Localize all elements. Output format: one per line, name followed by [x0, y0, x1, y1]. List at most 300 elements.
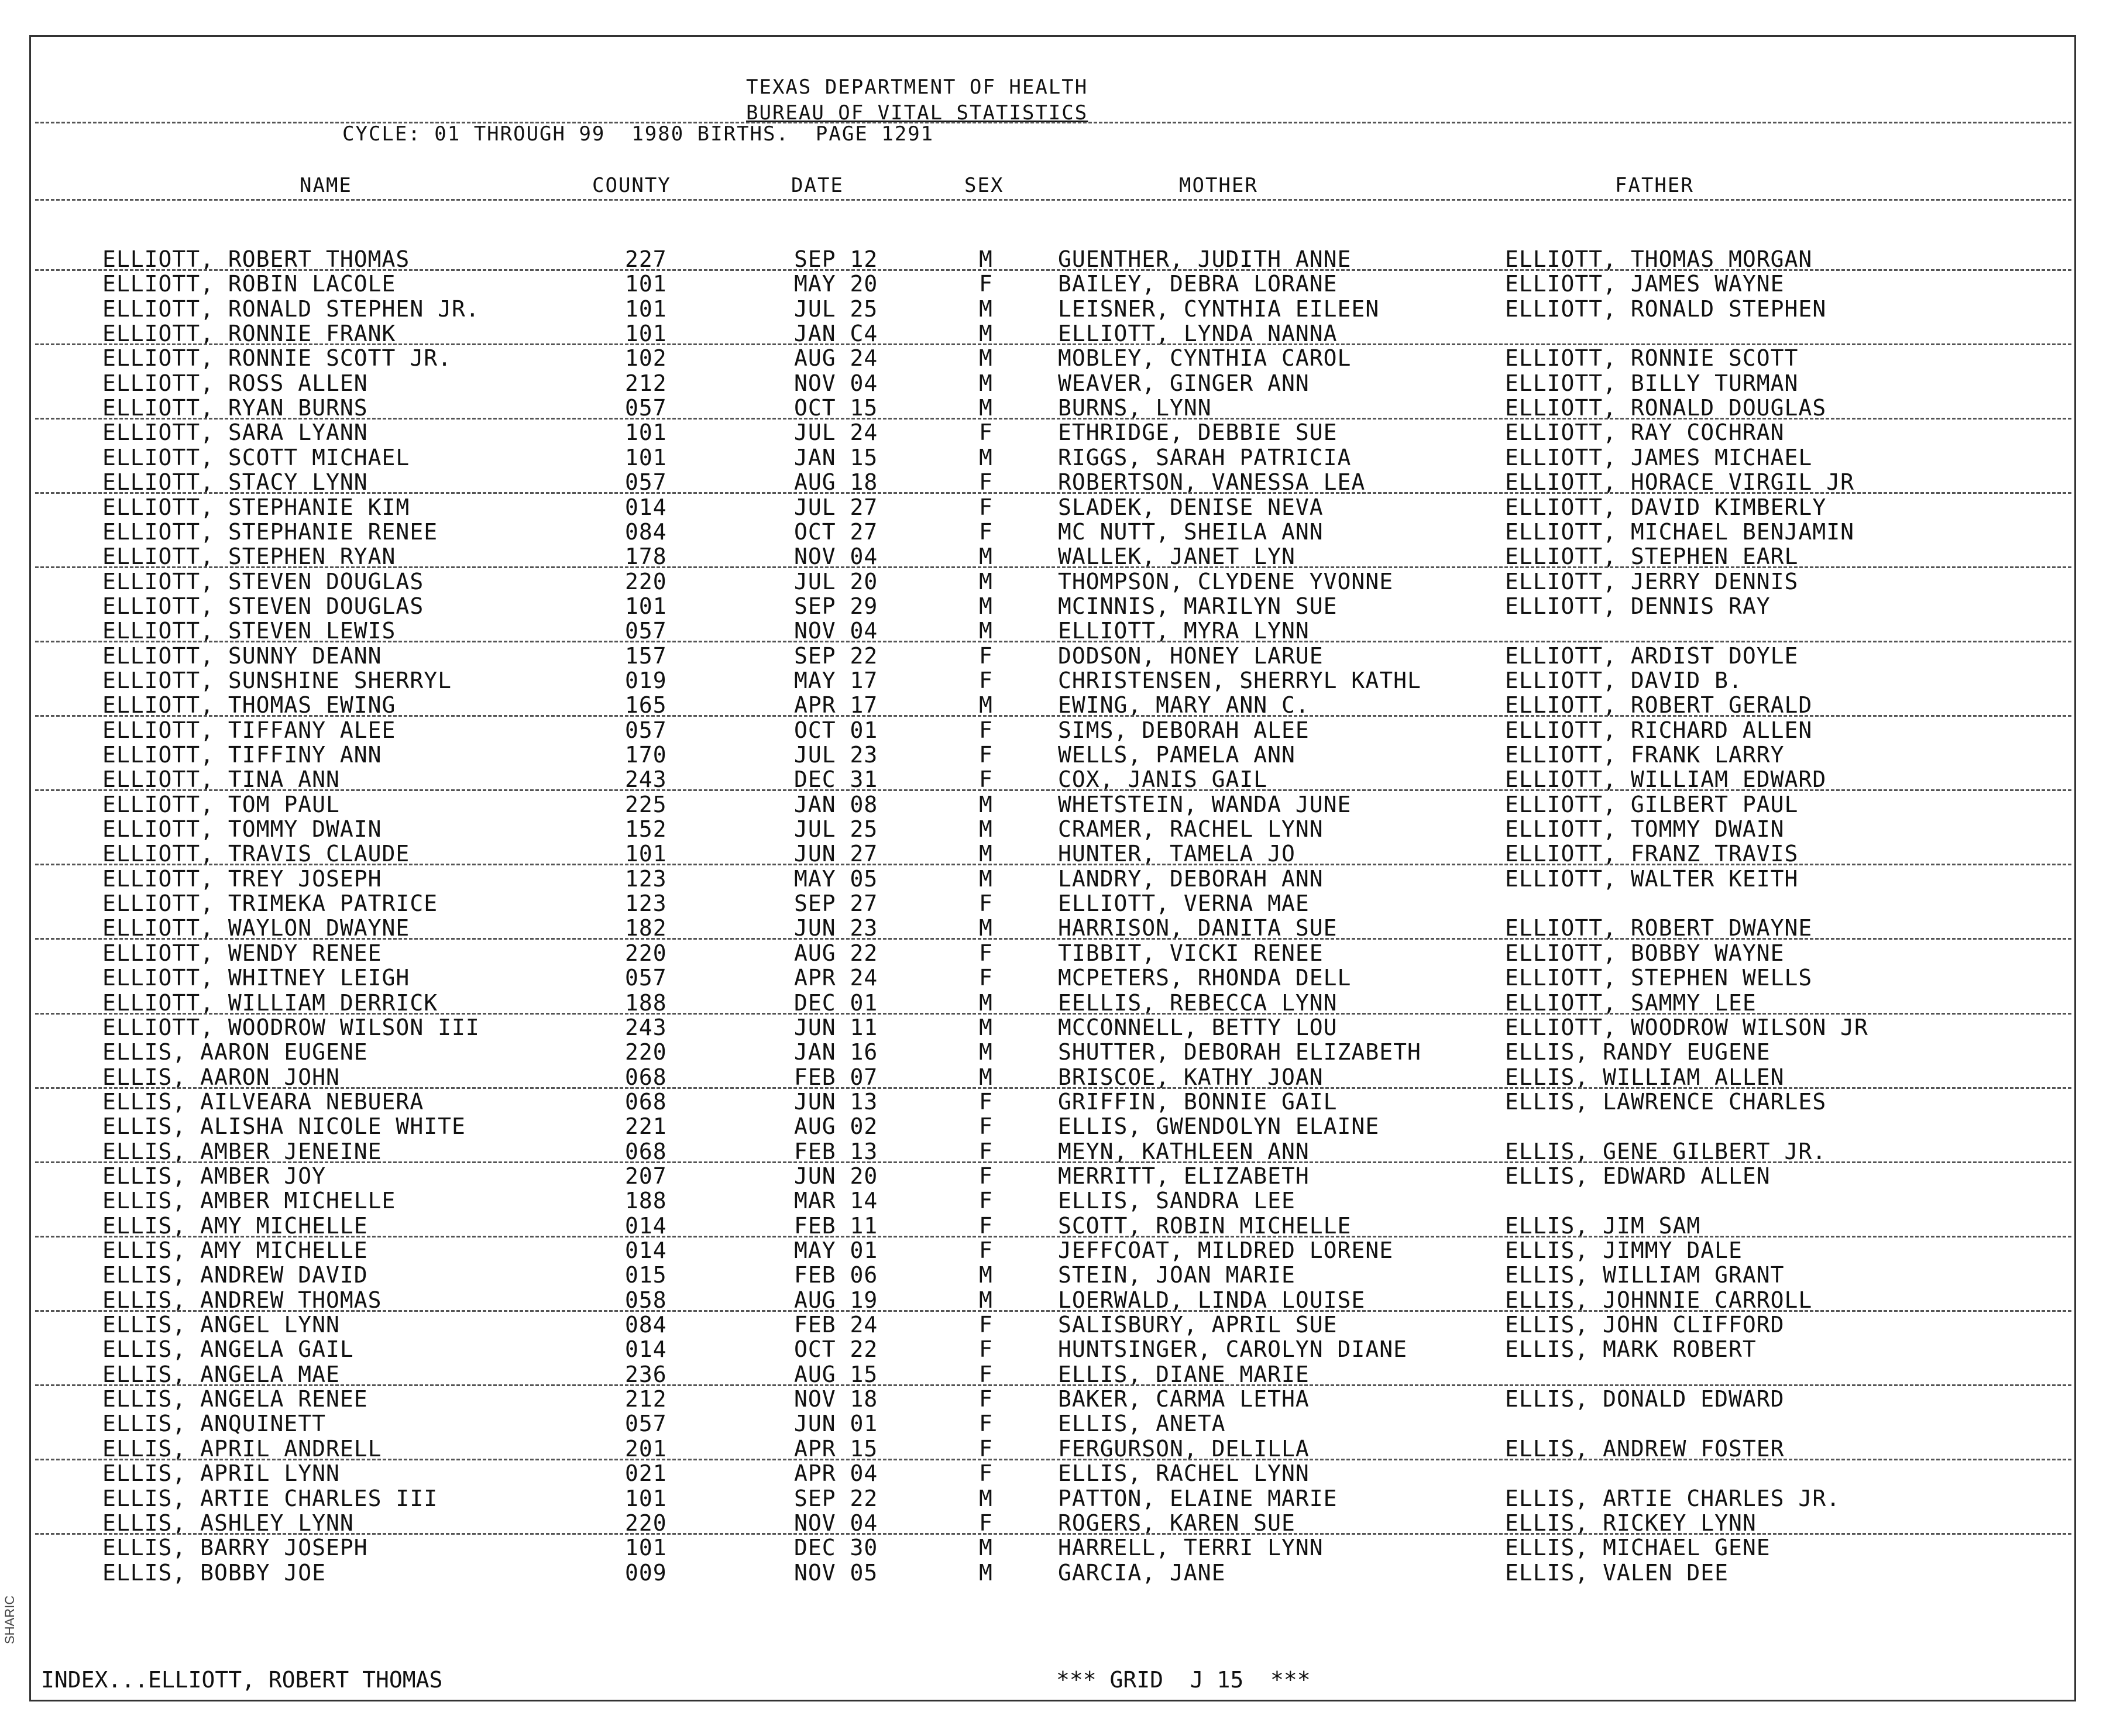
record-county: 009	[625, 1559, 667, 1586]
record-sex: M	[979, 544, 993, 570]
record-date: FEB 13	[794, 1138, 878, 1164]
record-father: ELLIS, MARK ROBERT	[1505, 1336, 1757, 1363]
record-sex: F	[979, 1386, 993, 1412]
record-county: 220	[625, 1039, 667, 1065]
grid-footer: *** GRID J 15 ***	[1056, 1667, 1311, 1693]
index-footer: INDEX...ELLIOTT, ROBERT THOMAS	[41, 1667, 443, 1693]
record-name: ELLIS, AMBER JOY	[102, 1163, 327, 1189]
record-date: AUG 15	[794, 1361, 878, 1387]
record-date: APR 04	[794, 1460, 878, 1487]
record-sex: M	[979, 246, 993, 272]
record-date: NOV 18	[794, 1386, 878, 1412]
record-county: 220	[625, 1510, 667, 1536]
record-date: JUN 01	[794, 1411, 878, 1437]
record-mother: SHUTTER, DEBORAH ELIZABETH	[1058, 1039, 1421, 1065]
record-mother: WALLEK, JANET LYN	[1058, 544, 1296, 570]
record-name: ELLIOTT, SUNNY DEANN	[102, 642, 382, 669]
record-father: ELLIOTT, RONALD DOUGLAS	[1505, 395, 1827, 421]
record-name: ELLIOTT, SUNSHINE SHERRYL	[102, 667, 452, 693]
record-sex: F	[979, 271, 993, 297]
record-name: ELLIOTT, WHITNEY LEIGH	[102, 965, 410, 991]
record-county: 101	[625, 295, 667, 322]
record-date: AUG 19	[794, 1287, 878, 1313]
record-name: ELLIOTT, STEPHANIE KIM	[102, 494, 410, 520]
record-sex: F	[979, 1163, 993, 1189]
record-name: ELLIS, ARTIE CHARLES III	[102, 1485, 438, 1511]
record-name: ELLIOTT, WOODROW WILSON III	[102, 1014, 480, 1040]
record-mother: ROGERS, KAREN SUE	[1058, 1510, 1296, 1536]
record-name: ELLIOTT, TRIMEKA PATRICE	[102, 891, 438, 917]
record-sex: M	[979, 989, 993, 1016]
record-county: 182	[625, 915, 667, 941]
record-county: 243	[625, 766, 667, 793]
record-mother: HUNTSINGER, CAROLYN DIANE	[1058, 1336, 1407, 1363]
row-group-divider	[35, 789, 2071, 791]
record-father: ELLIS, GENE GILBERT JR.	[1505, 1138, 1827, 1164]
record-sex: M	[979, 370, 993, 396]
table-row	[0, 1065, 2127, 1089]
record-date: MAY 01	[794, 1237, 878, 1263]
record-sex: F	[979, 469, 993, 496]
record-mother: CHRISTENSEN, SHERRYL KATHL	[1058, 667, 1421, 693]
record-sex: M	[979, 1039, 993, 1065]
table-row	[0, 618, 2127, 643]
record-name: ELLIS, BOBBY JOE	[102, 1559, 327, 1586]
record-mother: MCCONNELL, BETTY LOU	[1058, 1014, 1338, 1040]
record-date: FEB 07	[794, 1064, 878, 1090]
record-mother: SIMS, DEBORAH ALEE	[1058, 717, 1310, 743]
record-date: SEP 12	[794, 246, 878, 272]
record-sex: F	[979, 1411, 993, 1437]
record-mother: GARCIA, JANE	[1058, 1559, 1226, 1586]
record-county: 178	[625, 544, 667, 570]
table-row	[0, 1288, 2127, 1312]
record-mother: MC NUTT, SHEILA ANN	[1058, 518, 1324, 545]
record-county: 225	[625, 791, 667, 817]
record-date: AUG 18	[794, 469, 878, 496]
record-name: ELLIOTT, RONALD STEPHEN JR.	[102, 295, 480, 322]
record-mother: BRISCOE, KATHY JOAN	[1058, 1064, 1324, 1090]
record-father: ELLIOTT, ROBERT GERALD	[1505, 692, 1813, 719]
record-county: 188	[625, 1188, 667, 1214]
record-mother: ELLIS, RACHEL LYNN	[1058, 1460, 1310, 1487]
record-date: MAY 20	[794, 271, 878, 297]
record-father: ELLIS, JIMMY DALE	[1505, 1237, 1743, 1263]
table-row	[0, 1114, 2127, 1139]
record-sex: M	[979, 841, 993, 867]
record-sex: M	[979, 1014, 993, 1040]
record-date: NOV 05	[794, 1559, 878, 1586]
record-mother: CRAMER, RACHEL LYNN	[1058, 816, 1324, 843]
table-row	[0, 1337, 2127, 1362]
record-sex: M	[979, 915, 993, 941]
record-name: ELLIOTT, STEPHANIE RENEE	[102, 518, 438, 545]
record-date: FEB 11	[794, 1212, 878, 1239]
row-group-divider	[35, 715, 2071, 717]
record-date: JUL 23	[794, 742, 878, 768]
record-sex: F	[979, 1188, 993, 1214]
record-sex: F	[979, 940, 993, 966]
table-row	[0, 1164, 2127, 1188]
report-title-line1: TEXAS DEPARTMENT OF HEALTH	[746, 75, 1088, 99]
header-divider	[35, 122, 2071, 123]
record-sex: M	[979, 295, 993, 322]
record-date: FEB 24	[794, 1312, 878, 1338]
record-date: JUL 27	[794, 494, 878, 520]
record-date: DEC 31	[794, 766, 878, 793]
record-date: JUL 25	[794, 816, 878, 843]
table-row	[0, 767, 2127, 792]
record-county: 236	[625, 1361, 667, 1387]
record-county: 021	[625, 1460, 667, 1487]
record-date: JAN C4	[794, 321, 878, 347]
record-date: DEC 01	[794, 989, 878, 1016]
record-sex: M	[979, 692, 993, 719]
record-father: ELLIS, ARTIE CHARLES JR.	[1505, 1485, 1841, 1511]
record-mother: JEFFCOAT, MILDRED LORENE	[1058, 1237, 1394, 1263]
record-county: 227	[625, 246, 667, 272]
record-sex: M	[979, 444, 993, 470]
record-date: APR 15	[794, 1435, 878, 1462]
record-county: 207	[625, 1163, 667, 1189]
record-county: 014	[625, 1237, 667, 1263]
record-county: 152	[625, 816, 667, 843]
table-row	[0, 495, 2127, 520]
record-sex: F	[979, 891, 993, 917]
table-row	[0, 520, 2127, 544]
record-mother: WELLS, PAMELA ANN	[1058, 742, 1296, 768]
record-mother: ELLIS, SANDRA LEE	[1058, 1188, 1296, 1214]
record-date: JAN 16	[794, 1039, 878, 1065]
record-sex: M	[979, 1559, 993, 1586]
table-row	[0, 1263, 2127, 1287]
record-date: JUN 27	[794, 841, 878, 867]
record-father: ELLIOTT, RONNIE SCOTT	[1505, 345, 1799, 372]
record-county: 068	[625, 1138, 667, 1164]
record-mother: MOBLEY, CYNTHIA CAROL	[1058, 345, 1352, 372]
table-row	[0, 1362, 2127, 1387]
table-row	[0, 321, 2127, 346]
table-row	[0, 742, 2127, 767]
record-date: OCT 27	[794, 518, 878, 545]
record-name: ELLIS, ANDREW DAVID	[102, 1262, 368, 1288]
record-sex: F	[979, 1113, 993, 1140]
record-sex: F	[979, 1088, 993, 1115]
record-name: ELLIOTT, TREY JOSEPH	[102, 865, 382, 892]
record-name: ELLIOTT, SARA LYANN	[102, 420, 368, 446]
record-sex: F	[979, 1460, 993, 1487]
record-father: ELLIS, WILLIAM GRANT	[1505, 1262, 1785, 1288]
record-sex: M	[979, 568, 993, 594]
record-father: ELLIOTT, FRANZ TRAVIS	[1505, 841, 1799, 867]
record-sex: F	[979, 1336, 993, 1363]
table-row	[0, 1015, 2127, 1040]
record-father: ELLIOTT, WILLIAM EDWARD	[1505, 766, 1827, 793]
record-father: ELLIOTT, THOMAS MORGAN	[1505, 246, 1813, 272]
record-mother: RIGGS, SARAH PATRICIA	[1058, 444, 1352, 470]
record-county: 243	[625, 1014, 667, 1040]
col-header-mother: MOTHER	[1179, 174, 1258, 197]
record-mother: SALISBURY, APRIL SUE	[1058, 1312, 1338, 1338]
record-name: ELLIS, AMBER JENEINE	[102, 1138, 382, 1164]
record-date: OCT 15	[794, 395, 878, 421]
record-father: ELLIOTT, STEPHEN WELLS	[1505, 965, 1813, 991]
record-county: 212	[625, 1386, 667, 1412]
record-mother: SLADEK, DENISE NEVA	[1058, 494, 1324, 520]
record-mother: GUENTHER, JUDITH ANNE	[1058, 246, 1352, 272]
record-county: 201	[625, 1435, 667, 1462]
record-mother: ELLIS, DIANE MARIE	[1058, 1361, 1310, 1387]
record-county: 057	[625, 618, 667, 644]
record-name: ELLIS, APRIL ANDRELL	[102, 1435, 382, 1462]
record-sex: M	[979, 791, 993, 817]
record-name: ELLIS, ANQUINETT	[102, 1411, 327, 1437]
record-mother: HARRELL, TERRI LYNN	[1058, 1535, 1324, 1561]
record-sex: F	[979, 1361, 993, 1387]
record-mother: FERGURSON, DELILLA	[1058, 1435, 1310, 1462]
record-county: 157	[625, 642, 667, 669]
record-date: SEP 22	[794, 642, 878, 669]
report-title-line2: BUREAU OF VITAL STATISTICS	[746, 101, 1088, 125]
record-name: ELLIOTT, WILLIAM DERRICK	[102, 989, 438, 1016]
record-name: ELLIOTT, RONNIE SCOTT JR.	[102, 345, 452, 372]
record-mother: EELLIS, REBECCA LYNN	[1058, 989, 1338, 1016]
record-county: 165	[625, 692, 667, 719]
record-mother: MCPETERS, RHONDA DELL	[1058, 965, 1352, 991]
record-name: ELLIS, AMY MICHELLE	[102, 1212, 368, 1239]
row-group-divider	[35, 1459, 2071, 1460]
record-date: NOV 04	[794, 370, 878, 396]
col-header-father: FATHER	[1615, 174, 1694, 197]
table-row	[0, 544, 2127, 569]
record-father: ELLIS, RICKEY LYNN	[1505, 1510, 1757, 1536]
table-row	[0, 396, 2127, 420]
record-name: ELLIS, APRIL LYNN	[102, 1460, 340, 1487]
table-row	[0, 271, 2127, 296]
record-county: 014	[625, 494, 667, 520]
record-mother: THOMPSON, CLYDENE YVONNE	[1058, 568, 1394, 594]
record-name: ELLIOTT, STEVEN DOUGLAS	[102, 593, 424, 619]
record-county: 057	[625, 717, 667, 743]
record-mother: WHETSTEIN, WANDA JUNE	[1058, 791, 1352, 817]
table-row	[0, 867, 2127, 891]
record-sex: F	[979, 965, 993, 991]
table-row	[0, 644, 2127, 668]
cycle-line: CYCLE: 01 THROUGH 99 1980 BIRTHS. PAGE 1291	[342, 122, 934, 146]
record-date: APR 24	[794, 965, 878, 991]
record-sex: F	[979, 742, 993, 768]
record-sex: M	[979, 1287, 993, 1313]
record-date: NOV 04	[794, 1510, 878, 1536]
table-row	[0, 991, 2127, 1015]
record-father: ELLIOTT, BOBBY WAYNE	[1505, 940, 1785, 966]
record-date: SEP 27	[794, 891, 878, 917]
table-row	[0, 792, 2127, 817]
record-mother: ELLIOTT, LYNDA NANNA	[1058, 321, 1338, 347]
col-header-sex: SEX	[964, 174, 1004, 197]
table-row	[0, 1312, 2127, 1337]
record-sex: F	[979, 717, 993, 743]
table-row	[0, 420, 2127, 445]
record-father: ELLIOTT, ARDIST DOYLE	[1505, 642, 1799, 669]
table-row	[0, 965, 2127, 990]
record-county: 058	[625, 1287, 667, 1313]
table-row	[0, 817, 2127, 841]
record-date: MAR 14	[794, 1188, 878, 1214]
record-sex: M	[979, 1064, 993, 1090]
record-sex: M	[979, 1485, 993, 1511]
record-date: NOV 04	[794, 544, 878, 570]
table-row	[0, 693, 2127, 717]
record-county: 220	[625, 568, 667, 594]
record-name: ELLIOTT, RYAN BURNS	[102, 395, 368, 421]
record-sex: M	[979, 1535, 993, 1561]
record-name: ELLIOTT, STEVEN DOUGLAS	[102, 568, 424, 594]
record-mother: ELLIOTT, VERNA MAE	[1058, 891, 1310, 917]
record-county: 220	[625, 940, 667, 966]
record-county: 057	[625, 965, 667, 991]
record-sex: F	[979, 1138, 993, 1164]
record-county: 019	[625, 667, 667, 693]
record-name: ELLIS, ANGEL LYNN	[102, 1312, 340, 1338]
table-row	[0, 445, 2127, 470]
record-name: ELLIOTT, STEPHEN RYAN	[102, 544, 396, 570]
record-mother: EWING, MARY ANN C.	[1058, 692, 1310, 719]
record-name: ELLIS, ANGELA GAIL	[102, 1336, 354, 1363]
record-sex: F	[979, 1237, 993, 1263]
record-father: ELLIS, VALEN DEE	[1505, 1559, 1729, 1586]
record-sex: M	[979, 395, 993, 421]
record-mother: LEISNER, CYNTHIA EILEEN	[1058, 295, 1380, 322]
record-date: FEB 06	[794, 1262, 878, 1288]
table-row	[0, 594, 2127, 618]
record-father: ELLIOTT, DAVID KIMBERLY	[1505, 494, 1827, 520]
record-father: ELLIOTT, WOODROW WILSON JR	[1505, 1014, 1868, 1040]
record-name: ELLIS, ASHLEY LYNN	[102, 1510, 354, 1536]
table-row	[0, 1238, 2127, 1263]
record-mother: ETHRIDGE, DEBBIE SUE	[1058, 420, 1338, 446]
record-date: MAY 05	[794, 865, 878, 892]
row-group-divider	[35, 938, 2071, 940]
table-row	[0, 1040, 2127, 1064]
record-date: JUL 24	[794, 420, 878, 446]
record-father: ELLIS, JOHN CLIFFORD	[1505, 1312, 1785, 1338]
row-group-divider	[35, 492, 2071, 494]
table-row	[0, 891, 2127, 916]
record-county: 084	[625, 1312, 667, 1338]
record-name: ELLIOTT, TINA ANN	[102, 766, 340, 793]
record-mother: MERRITT, ELIZABETH	[1058, 1163, 1310, 1189]
record-father: ELLIS, MICHAEL GENE	[1505, 1535, 1771, 1561]
record-sex: F	[979, 494, 993, 520]
record-date: SEP 29	[794, 593, 878, 619]
record-mother: HARRISON, DANITA SUE	[1058, 915, 1338, 941]
record-name: ELLIOTT, TRAVIS CLAUDE	[102, 841, 410, 867]
table-row	[0, 718, 2127, 742]
record-mother: BAKER, CARMA LETHA	[1058, 1386, 1310, 1412]
record-father: ELLIS, JIM SAM	[1505, 1212, 1701, 1239]
record-county: 101	[625, 321, 667, 347]
record-name: ELLIS, ALISHA NICOLE WHITE	[102, 1113, 466, 1140]
record-date: DEC 30	[794, 1535, 878, 1561]
record-father: ELLIOTT, GILBERT PAUL	[1505, 791, 1799, 817]
record-name: ELLIOTT, TIFFANY ALEE	[102, 717, 396, 743]
record-sex: F	[979, 667, 993, 693]
record-name: ELLIS, ANGELA MAE	[102, 1361, 340, 1387]
record-name: ELLIS, AARON JOHN	[102, 1064, 340, 1090]
record-name: ELLIOTT, WENDY RENEE	[102, 940, 382, 966]
table-row	[0, 569, 2127, 594]
record-father: ELLIOTT, FRANK LARRY	[1505, 742, 1785, 768]
record-county: 057	[625, 469, 667, 496]
record-father: ELLIOTT, RICHARD ALLEN	[1505, 717, 1813, 743]
record-father: ELLIS, EDWARD ALLEN	[1505, 1163, 1771, 1189]
row-group-divider	[35, 641, 2071, 642]
record-father: ELLIOTT, WALTER KEITH	[1505, 865, 1799, 892]
table-row	[0, 1411, 2127, 1436]
record-county: 221	[625, 1113, 667, 1140]
table-row	[0, 1486, 2127, 1511]
table-row	[0, 916, 2127, 940]
record-mother: BURNS, LYNN	[1058, 395, 1212, 421]
table-row	[0, 668, 2127, 693]
record-county: 102	[625, 345, 667, 372]
record-sex: F	[979, 1312, 993, 1338]
record-father: ELLIOTT, STEPHEN EARL	[1505, 544, 1799, 570]
record-county: 170	[625, 742, 667, 768]
record-county: 101	[625, 1535, 667, 1561]
record-sex: F	[979, 518, 993, 545]
record-father: ELLIOTT, RONALD STEPHEN	[1505, 295, 1827, 322]
record-county: 123	[625, 891, 667, 917]
record-mother: TIBBIT, VICKI RENEE	[1058, 940, 1324, 966]
record-father: ELLIOTT, SAMMY LEE	[1505, 989, 1757, 1016]
record-father: ELLIOTT, RAY COCHRAN	[1505, 420, 1785, 446]
table-row	[0, 1511, 2127, 1535]
record-name: ELLIOTT, ROBERT THOMAS	[102, 246, 410, 272]
record-sex: M	[979, 1262, 993, 1288]
record-date: AUG 22	[794, 940, 878, 966]
record-father: ELLIOTT, JAMES MICHAEL	[1505, 444, 1813, 470]
record-father: ELLIOTT, TOMMY DWAIN	[1505, 816, 1785, 843]
record-father: ELLIOTT, MICHAEL BENJAMIN	[1505, 518, 1854, 545]
record-date: JUL 25	[794, 295, 878, 322]
record-date: OCT 01	[794, 717, 878, 743]
record-county: 014	[625, 1336, 667, 1363]
record-father: ELLIS, LAWRENCE CHARLES	[1505, 1088, 1827, 1115]
record-father: ELLIOTT, JAMES WAYNE	[1505, 271, 1785, 297]
record-mother: PATTON, ELAINE MARIE	[1058, 1485, 1338, 1511]
record-mother: LOERWALD, LINDA LOUISE	[1058, 1287, 1366, 1313]
table-row	[0, 346, 2127, 370]
record-sex: F	[979, 766, 993, 793]
record-mother: MEYN, KATHLEEN ANN	[1058, 1138, 1310, 1164]
column-header-divider	[35, 199, 2071, 201]
table-row	[0, 1436, 2127, 1461]
record-mother: BAILEY, DEBRA LORANE	[1058, 271, 1338, 297]
record-sex: M	[979, 321, 993, 347]
record-father: ELLIS, DONALD EDWARD	[1505, 1386, 1785, 1412]
table-row	[0, 841, 2127, 866]
table-row	[0, 1188, 2127, 1213]
record-father: ELLIOTT, ROBERT DWAYNE	[1505, 915, 1813, 941]
table-row	[0, 1560, 2127, 1585]
record-mother: ELLIOTT, MYRA LYNN	[1058, 618, 1310, 644]
record-father: ELLIS, WILLIAM ALLEN	[1505, 1064, 1785, 1090]
record-date: JAN 08	[794, 791, 878, 817]
record-county: 101	[625, 271, 667, 297]
record-county: 057	[625, 395, 667, 421]
